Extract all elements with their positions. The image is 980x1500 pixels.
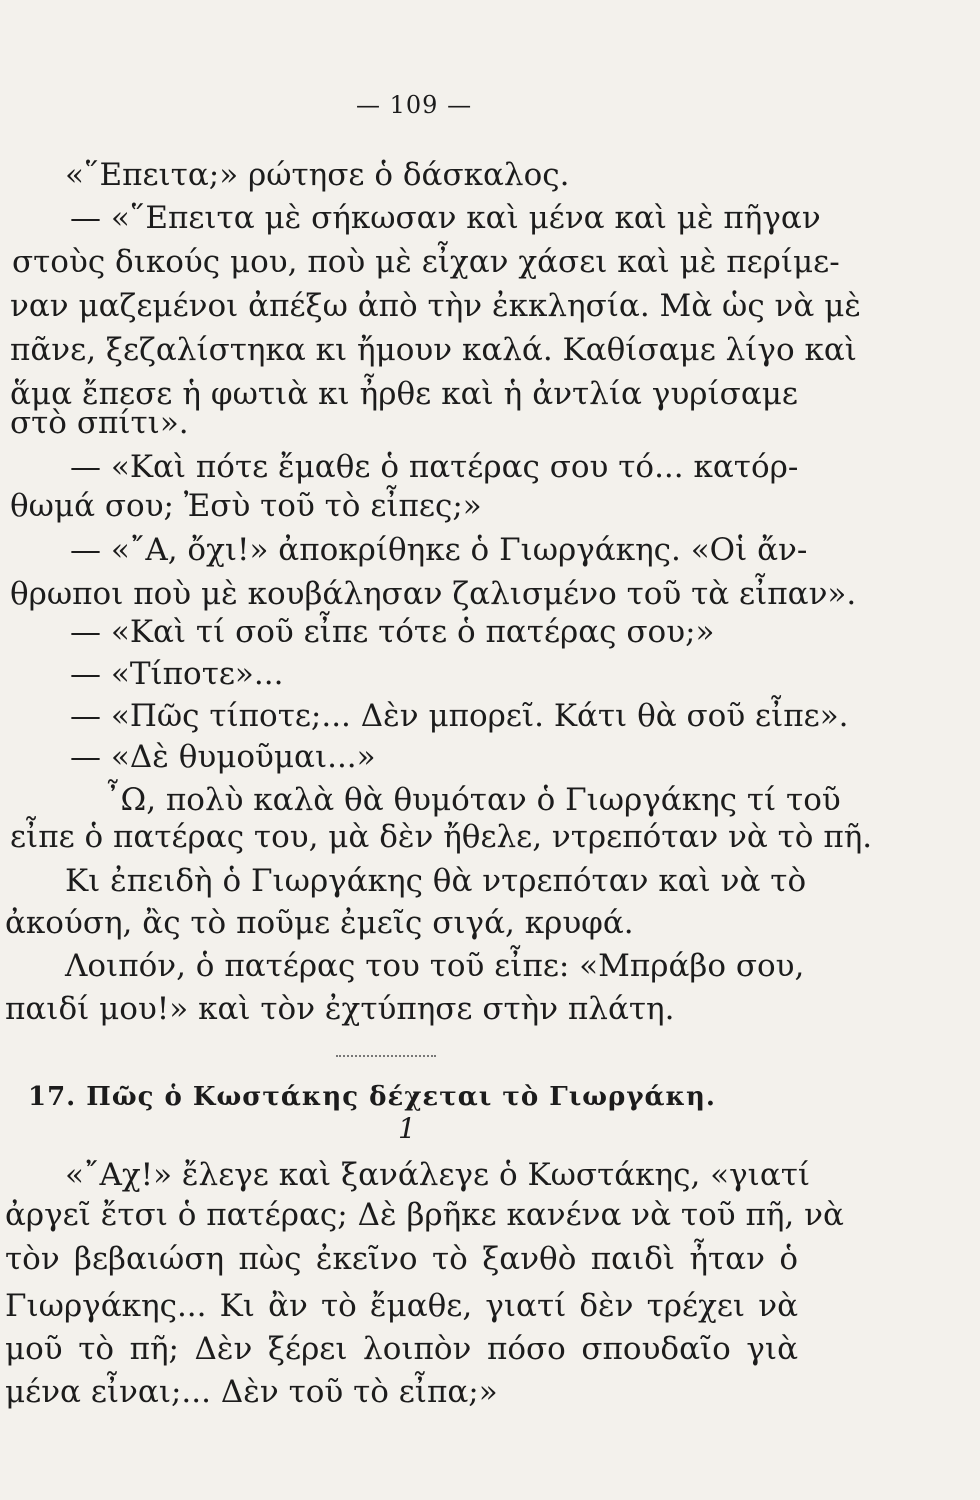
text-line: «῎Αχ!» ἔλεγε καὶ ξανάλεγε ὁ Κωστάκης, «γιατί: [65, 1157, 811, 1193]
text-line: «῞Επειτα;» ρώτησε ὁ δάσκαλος.: [65, 157, 570, 193]
section-number: 1: [398, 1112, 416, 1145]
text-line: ναν μαζεμένοι ἀπέξω ἀπὸ τὴν ἐκκλησία. Μὰ ὡς νὰ μὲ: [10, 288, 861, 324]
text-line: τὸν βεβαιώση πὼς ἐκεῖνο τὸ ξανθὸ παιδὶ ἦταν ὁ: [5, 1241, 798, 1277]
chapter-heading: 17. Πῶς ὁ Κωστάκης δέχεται τὸ Γιωργάκη.: [28, 1082, 716, 1112]
text-line: μοῦ τὸ πῆ; Δὲν ξέρει λοιπὸν πόσο σπουδαῖο γιὰ: [5, 1331, 798, 1367]
text-line: εἶπε ὁ πατέρας του, μὰ δὲν ἤθελε, ντρεπόταν νὰ τὸ πῆ.: [10, 819, 873, 855]
text-line: παιδί μου!» καὶ τὸν ἐχτύπησε στὴν πλάτη.: [5, 991, 675, 1027]
text-line: — «῞Επειτα μὲ σήκωσαν καὶ μένα καὶ μὲ πῆγαν: [70, 200, 821, 236]
text-line: — «Δὲ θυμοῦμαι...»: [70, 739, 376, 775]
text-line: — «Καὶ πότε ἔμαθε ὁ πατέρας σου τό... κατόρ-: [70, 449, 799, 485]
text-line: θρωποι ποὺ μὲ κουβάλησαν ζαλισμένο τοῦ τὰ εἶπαν».: [10, 576, 857, 612]
text-line: πᾶνε, ξεζαλίστηκα κι ἤμουν καλά. Καθίσαμε λίγο καὶ: [10, 332, 857, 368]
text-line: Λοιπόν, ὁ πατέρας του τοῦ εἶπε: «Μπράβο σου,: [65, 948, 805, 984]
text-line: στὸ σπίτι».: [10, 405, 189, 441]
text-line: — «Καὶ τί σοῦ εἶπε τότε ὁ πατέρας σου;»: [70, 614, 715, 650]
text-line: — «Τίποτε»...: [70, 656, 284, 692]
text-line: — «Πῶς τίποτε;... Δὲν μπορεῖ. Κάτι θὰ σοῦ εἶπε».: [70, 698, 849, 734]
page-number: — 109 —: [356, 91, 473, 119]
text-line: μένα εἶναι;... Δὲν τοῦ τὸ εἶπα;»: [5, 1374, 498, 1410]
text-line: — «῎Α, ὄχι!» ἀποκρίθηκε ὁ Γιωργάκης. «Οἱ ἄν-: [70, 532, 808, 568]
text-line: Γιωργάκης... Κι ἂν τὸ ἔμαθε, γιατί δὲν τρέχει νὰ: [5, 1288, 798, 1324]
text-line: θωμά σου; Ἐσὺ τοῦ τὸ εἶπες;»: [10, 488, 482, 524]
text-line: στοὺς δικούς μου, ποὺ μὲ εἶχαν χάσει καὶ μὲ περίμε-: [12, 244, 840, 280]
section-divider: [336, 1055, 436, 1057]
text-line: ἀργεῖ ἔτσι ὁ πατέρας; Δὲ βρῆκε κανένα νὰ τοῦ πῆ, νὰ: [5, 1197, 844, 1233]
text-line: ῏Ω, πολὺ καλὰ θὰ θυμόταν ὁ Γιωργάκης τί τοῦ: [105, 782, 841, 818]
text-line: ἅμα ἔπεσε ἡ φωτιὰ κι ἦρθε καὶ ἡ ἀντλία γυρίσαμε: [10, 376, 798, 412]
text-line: ἀκούση, ἂς τὸ ποῦμε ἐμεῖς σιγά, κρυφά.: [5, 905, 634, 941]
text-line: Κι ἐπειδὴ ὁ Γιωργάκης θὰ ντρεπόταν καὶ νὰ τὸ: [65, 863, 807, 899]
